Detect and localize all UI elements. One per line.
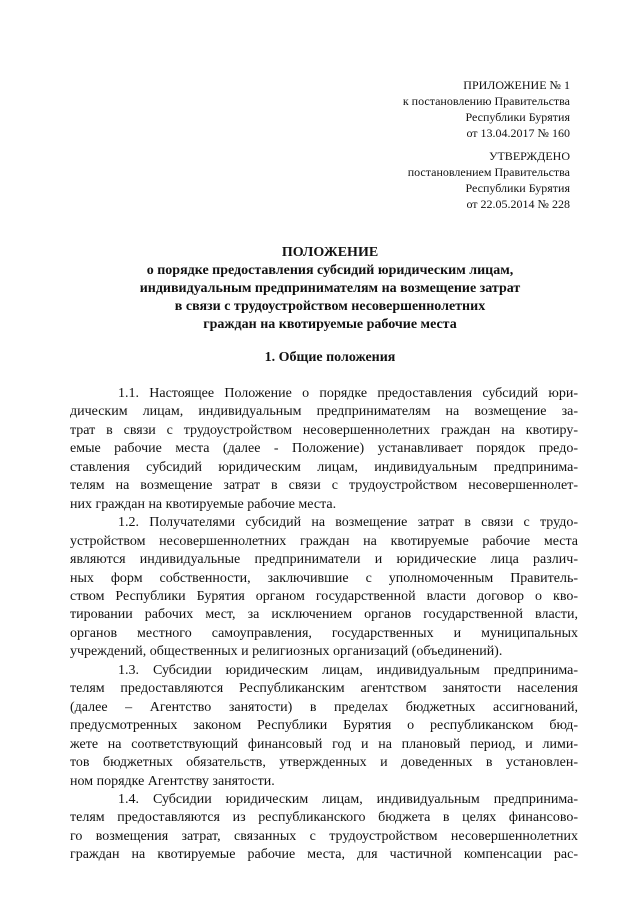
title-line: ПОЛОЖЕНИЕ <box>281 245 379 260</box>
paragraph-1-1 <box>70 385 578 514</box>
text-line: являются индивидуальные предприниматели и юридические лица различ- <box>70 552 578 568</box>
text-line: го возмещения затрат, связанных с трудоустройством несовершеннолетних <box>70 828 578 844</box>
text-line: 1.3. Субсидии юридическим лицам, индивидуальным предпринима- <box>118 662 578 678</box>
text-line: телям предоставляются из республиканского бюджета в целях финансово- <box>70 810 578 826</box>
text-line: трат в связи с трудоустройством несовершеннолетних граждан на квотиру- <box>70 422 578 438</box>
text-line: (далее – Агентство занятости) в пределах бюджетных ассигнований, <box>70 699 578 715</box>
title-line: о порядке предоставления субсидий юридическим лицам, <box>146 263 514 278</box>
text-line: ством Республики Бурятия органом государственной власти договор о кво- <box>70 588 578 604</box>
appendix-authority: Республики Бурятия <box>465 110 570 124</box>
text-line: телям на возмещение затрат в связи с трудоустройством несовершеннолет- <box>70 478 578 494</box>
paragraph-1-3 <box>70 662 578 791</box>
text-line: 1.4. Субсидии юридическим лицам, индивидуальным предпринима- <box>118 791 578 807</box>
text-line: тировании рабочих мест, за исключением органов государственной власти, <box>70 607 578 623</box>
text-line: них граждан на квотируемые рабочие места. <box>70 496 337 512</box>
text-line: учреждений, общественных и религиозных организаций (объединений). <box>70 644 503 660</box>
text-line: предусмотренных законом Республики Бурятия о республиканском бюд- <box>70 718 578 734</box>
text-line: тов бюджетных обязательств, утвержденных и доведенных в установлен- <box>70 755 578 771</box>
title-line: индивидуальным предпринимателям на возмещение затрат <box>139 281 521 296</box>
text-line: дическим лицам, индивидуальным предпринимателям на возмещение за- <box>70 404 578 420</box>
text-line: органов местного самоуправления, государственных и муниципальных <box>70 625 578 641</box>
text-line: граждан на квотируемые рабочие места, для частичной компенсации рас- <box>70 847 578 863</box>
appendix-number: ПРИЛОЖЕНИЕ № 1 <box>463 78 570 92</box>
text-line: ных форм собственности, заключившие с уполномоченным Правитель- <box>70 570 578 586</box>
approval-date: от 22.05.2014 № 228 <box>466 197 570 211</box>
text-line: ном порядке Агентству занятости. <box>70 773 275 789</box>
section-heading: 1. Общие положения <box>264 350 396 365</box>
approval-label: УТВЕРЖДЕНО <box>488 149 570 163</box>
appendix-date: от 13.04.2017 № 160 <box>466 126 570 140</box>
document-body <box>70 385 578 865</box>
text-line: емые рабочие места (далее - Положение) устанавливает порядок предо- <box>70 441 578 457</box>
approval-header <box>408 148 570 212</box>
approval-authority: Республики Бурятия <box>465 181 570 195</box>
title-line: в связи с трудоустройством несовершеннолетних <box>174 299 486 314</box>
text-line: 1.2. Получателями субсидий на возмещение затрат в связи с трудо- <box>118 515 578 531</box>
document-title <box>70 244 590 334</box>
paragraph-1-2 <box>70 514 578 662</box>
title-line: граждан на квотируемые рабочие места <box>203 317 457 332</box>
paragraph-1-4 <box>70 791 578 865</box>
text-line: 1.1. Настоящее Положение о порядке предоставления субсидий юри- <box>118 386 578 401</box>
approval-reference: постановлением Правительства <box>407 165 570 179</box>
appendix-header <box>403 77 570 141</box>
text-line: устройством несовершеннолетних граждан на квотируемые рабочие места <box>70 533 578 549</box>
appendix-reference: к постановлению Правительства <box>402 94 570 108</box>
text-line: телям предоставляются Республиканским агентством занятости населения <box>70 681 578 697</box>
text-line: жете на соответствующий финансовый год и на плановый период, и лими- <box>70 736 578 752</box>
text-line: ставления субсидий юридическим лицам, индивидуальным предпринима- <box>70 459 578 475</box>
